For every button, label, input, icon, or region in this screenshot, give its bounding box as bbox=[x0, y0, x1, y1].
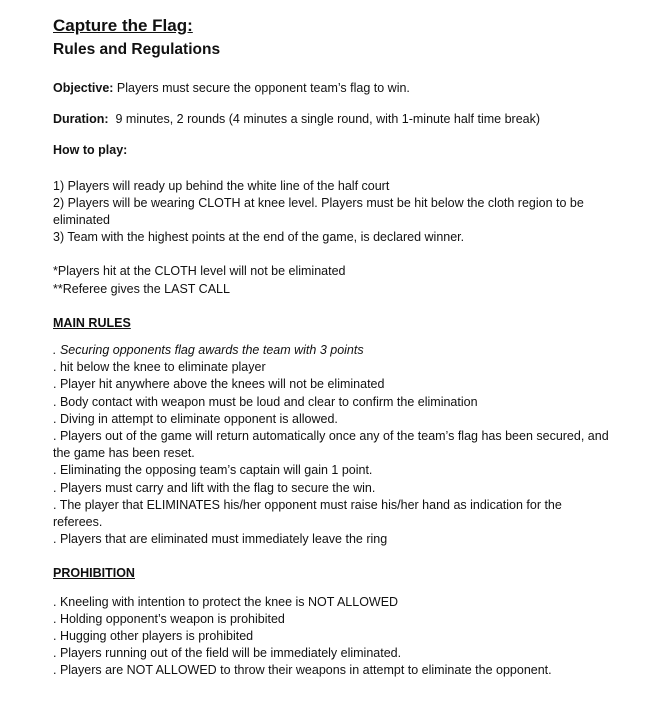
list-item: . Diving in attempt to eliminate opponent is allowed. bbox=[53, 411, 338, 426]
list-item: 2) Players will be wearing CLOTH at knee level. Players must be hit below the cloth region to be eliminated bbox=[53, 195, 584, 228]
list-item: 1) Players will ready up behind the white line of the half court bbox=[53, 178, 390, 193]
list-item: . hit below the knee to eliminate player bbox=[53, 360, 266, 375]
document-page bbox=[53, 14, 613, 680]
list-item: . Player hit anywhere above the knees will not be eliminated bbox=[53, 377, 385, 392]
list-item: . Players that are eliminated must immediately leave the ring bbox=[53, 532, 388, 547]
objective-label: Objective: bbox=[53, 81, 114, 95]
list-item: 3) Team with the highest points at the end of the game, is declared winner. bbox=[53, 230, 465, 245]
prohibition-list bbox=[53, 594, 613, 680]
list-item: . Securing opponents flag awards the team with 3 points bbox=[53, 343, 364, 358]
document-subtitle: Rules and Regulations bbox=[53, 41, 221, 58]
list-item: *Players hit at the CLOTH level will not be eliminated bbox=[53, 264, 346, 279]
duration-text: 9 minutes, 2 rounds (4 minutes a single round, with 1-minute half time break) bbox=[108, 112, 541, 127]
duration-line bbox=[53, 111, 613, 128]
list-item: . The player that ELIMINATES his/her opponent must raise his/her hand as indication for the referees. bbox=[53, 497, 562, 530]
main-rules-heading: MAIN RULES bbox=[53, 315, 131, 330]
list-item: . Kneeling with intention to protect the knee is NOT ALLOWED bbox=[53, 594, 399, 609]
list-item: . Players running out of the field will be immediately eliminated. bbox=[53, 646, 402, 661]
list-item: . Body contact with weapon must be loud and clear to confirm the elimination bbox=[53, 394, 478, 409]
objective-line bbox=[53, 80, 613, 97]
how-to-play-notes bbox=[53, 263, 613, 297]
objective-text: Players must secure the opponent team’s flag to win. bbox=[113, 81, 410, 95]
list-item: . Eliminating the opposing team’s captain will gain 1 point. bbox=[53, 463, 373, 478]
list-item: . Players are NOT ALLOWED to throw their weapons in attempt to eliminate the opponent. bbox=[53, 663, 552, 678]
list-item: . Hugging other players is prohibited bbox=[53, 629, 254, 644]
how-to-play-steps bbox=[53, 178, 613, 247]
how-to-play-heading: How to play: bbox=[53, 143, 128, 158]
document-title: Capture the Flag: bbox=[53, 16, 193, 35]
prohibition-heading: PROHIBITION bbox=[53, 566, 135, 581]
list-item: . Players out of the game will return automatically once any of the team’s flag has been secured, and the game has been reset. bbox=[53, 429, 609, 461]
list-item: **Referee gives the LAST CALL bbox=[53, 281, 230, 296]
duration-label: Duration: bbox=[53, 112, 109, 127]
list-item: . Players must carry and lift with the flag to secure the win. bbox=[53, 480, 376, 495]
main-rules-list bbox=[53, 342, 613, 548]
list-item: . Holding opponent’s weapon is prohibited bbox=[53, 611, 285, 626]
